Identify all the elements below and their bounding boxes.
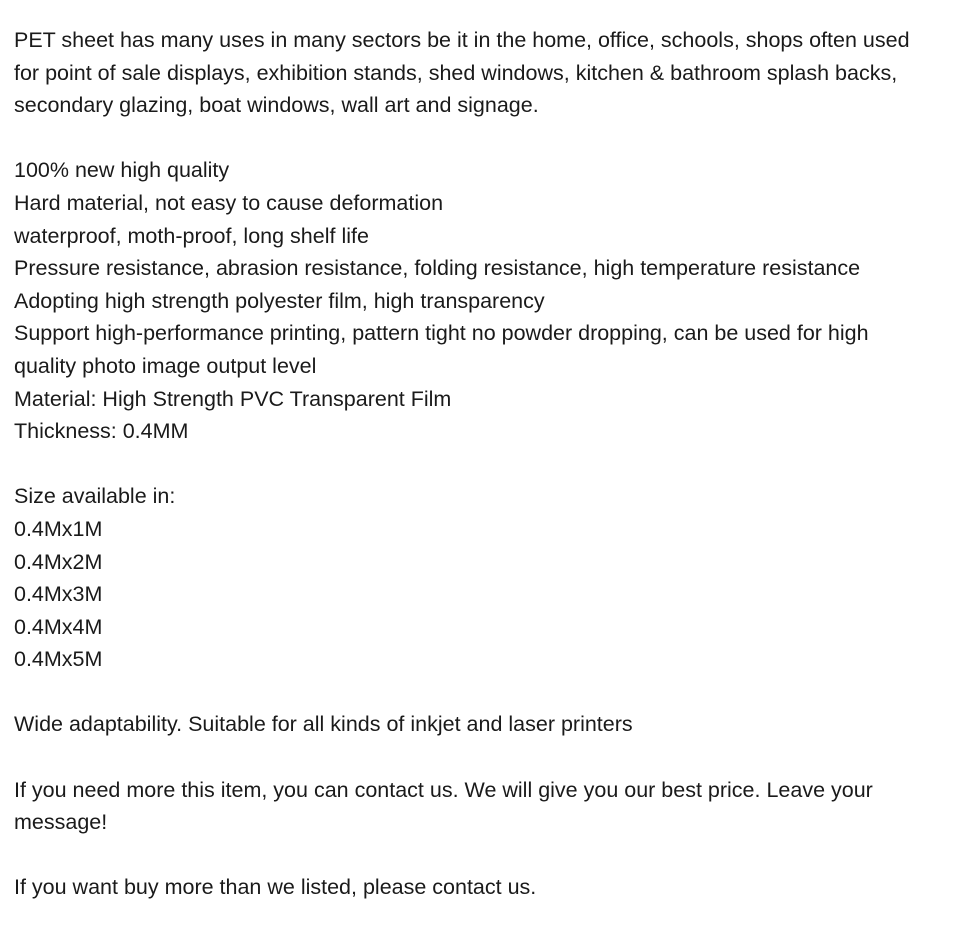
size-item: 0.4Mx2M (14, 549, 103, 574)
feature-item: Adopting high strength polyester film, high transparency (14, 288, 545, 313)
spacer (14, 448, 924, 481)
size-list (14, 480, 924, 676)
feature-item: Thickness: 0.4MM (14, 419, 189, 444)
feature-item: Support high-performance printing, pattern tight no powder dropping, can be used for high quality photo image output level (14, 321, 869, 378)
spacer (14, 741, 924, 774)
product-description (14, 24, 924, 904)
feature-item: Pressure resistance, abrasion resistance, folding resistance, high temperature resistance (14, 256, 861, 281)
size-item: 0.4Mx3M (14, 582, 103, 607)
spacer (14, 839, 924, 872)
spacer (14, 122, 924, 155)
feature-item: 100% new high quality (14, 158, 230, 183)
size-item: 0.4Mx5M (14, 647, 103, 672)
contact-note: If you need more this item, you can contact us. We will give you our best price. Leave your message! (14, 777, 873, 835)
feature-list (14, 154, 924, 447)
sizes-heading: Size available in: (14, 484, 176, 509)
feature-item: waterproof, moth-proof, long shelf life (14, 223, 369, 248)
spacer (14, 676, 924, 709)
adaptability-note: Wide adaptability. Suitable for all kinds of inkjet and laser printers (14, 712, 633, 737)
size-item: 0.4Mx4M (14, 614, 103, 639)
intro-paragraph: PET sheet has many uses in many sectors be it in the home, office, schools, shops often used for point of sale displays, exhibition stands, shed windows, kitchen & bathroom splash backs, secondary glazing, boat windows, wall art and signage. (14, 28, 910, 118)
feature-item: Hard material, not easy to cause deformation (14, 190, 444, 215)
bulk-order-note: If you want buy more than we listed, please contact us. (14, 875, 537, 900)
size-item: 0.4Mx1M (14, 516, 103, 541)
feature-item: Material: High Strength PVC Transparent Film (14, 386, 452, 411)
